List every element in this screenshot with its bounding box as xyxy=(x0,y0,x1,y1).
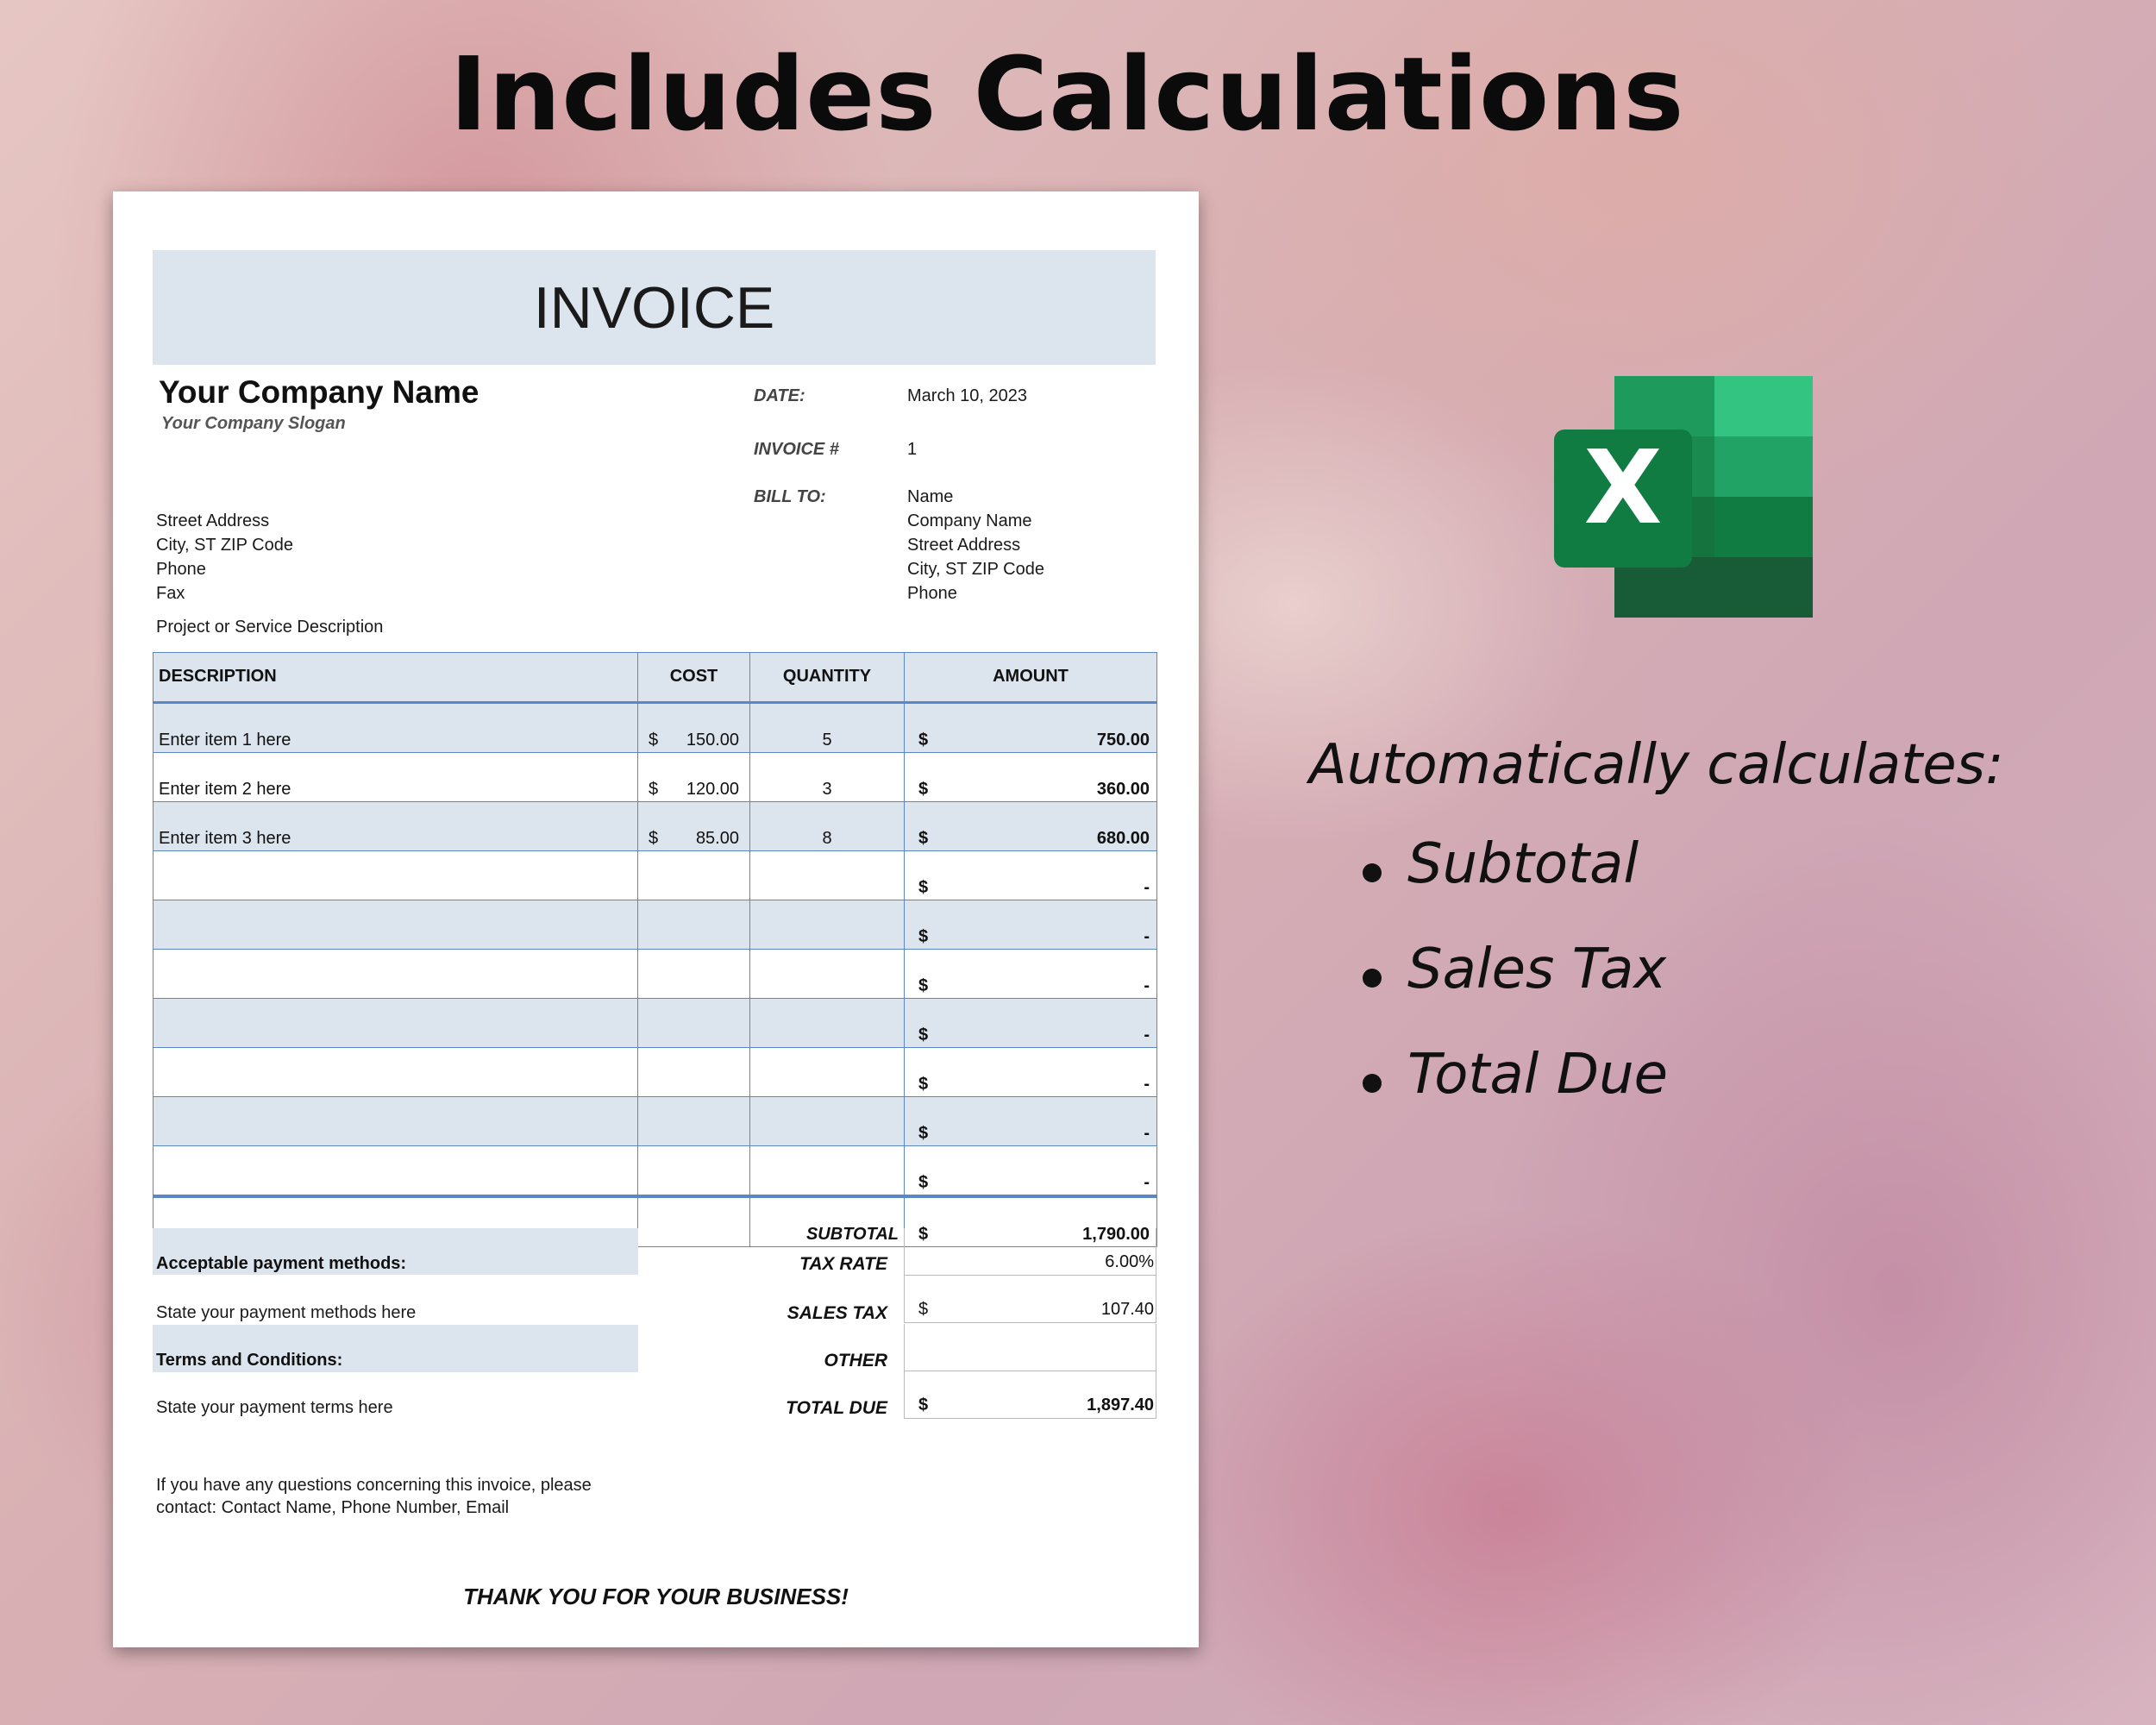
amount-value: 680.00 xyxy=(1096,829,1150,848)
item-cost[interactable] xyxy=(638,802,750,851)
cost-value: 85.00 xyxy=(695,829,739,848)
item-quantity[interactable] xyxy=(750,900,905,950)
subtotal-value: 1,790.00 xyxy=(1082,1225,1150,1244)
item-amount xyxy=(905,900,1157,950)
currency-sign: $ xyxy=(918,731,929,750)
item-amount xyxy=(905,1097,1157,1146)
item-quantity[interactable] xyxy=(750,950,905,999)
amount-value: - xyxy=(1144,1075,1150,1094)
company-slogan: Your Company Slogan xyxy=(161,414,346,433)
total-due-box xyxy=(904,1371,1156,1419)
contact-note xyxy=(156,1474,592,1519)
column-header-amount: AMOUNT xyxy=(905,653,1157,703)
item-cost[interactable] xyxy=(638,999,750,1048)
column-header-quantity: QUANTITY xyxy=(750,653,905,703)
item-quantity[interactable] xyxy=(750,1097,905,1146)
currency-sign: $ xyxy=(918,1300,929,1319)
bill-to-line: City, ST ZIP Code xyxy=(907,560,1044,579)
other-box[interactable] xyxy=(904,1324,1156,1371)
currency-sign: $ xyxy=(649,829,659,848)
table-row xyxy=(154,851,1157,900)
item-quantity[interactable] xyxy=(750,1146,905,1197)
project-description: Project or Service Description xyxy=(156,618,384,637)
amount-value: - xyxy=(1144,927,1150,946)
item-description[interactable] xyxy=(154,900,638,950)
currency-sign: $ xyxy=(918,780,929,799)
item-cost[interactable] xyxy=(638,950,750,999)
item-description[interactable] xyxy=(154,1097,638,1146)
item-amount xyxy=(905,1146,1157,1197)
headline: Includes Calculations xyxy=(449,34,1685,154)
currency-sign: $ xyxy=(918,1396,929,1414)
amount-value: - xyxy=(1144,878,1150,897)
line-items-table xyxy=(153,652,1157,1247)
feature-label: Sales Tax xyxy=(1407,938,1667,1001)
terms-label: Terms and Conditions: xyxy=(156,1351,343,1370)
item-cost[interactable] xyxy=(638,753,750,802)
table-row xyxy=(154,900,1157,950)
feature-item xyxy=(1363,938,1668,1043)
item-description[interactable]: Enter item 3 here xyxy=(154,802,638,851)
item-cost[interactable] xyxy=(638,1048,750,1097)
feature-label: Subtotal xyxy=(1407,832,1639,896)
item-description[interactable] xyxy=(154,950,638,999)
table-row xyxy=(154,1146,1157,1197)
empty-cell xyxy=(638,1196,750,1247)
subtotal-label: SUBTOTAL xyxy=(750,1196,905,1247)
column-header-cost: COST xyxy=(638,653,750,703)
thank-you-message: THANK YOU FOR YOUR BUSINESS! xyxy=(463,1584,849,1609)
currency-sign: $ xyxy=(918,829,929,848)
features-title: Automatically calculates: xyxy=(1309,733,2004,797)
table-row xyxy=(154,950,1157,999)
invoice-number-value: 1 xyxy=(907,440,918,459)
item-quantity[interactable]: 3 xyxy=(750,753,905,802)
contact-line: contact: Contact Name, Phone Number, Email xyxy=(156,1498,510,1517)
contact-line: If you have any questions concerning this invoice, please xyxy=(156,1476,592,1495)
item-amount xyxy=(905,999,1157,1048)
column-header-description: DESCRIPTION xyxy=(154,653,638,703)
item-cost[interactable] xyxy=(638,851,750,900)
item-quantity[interactable] xyxy=(750,999,905,1048)
item-cost[interactable] xyxy=(638,1097,750,1146)
amount-value: 750.00 xyxy=(1096,731,1150,750)
currency-sign: $ xyxy=(918,1026,929,1044)
company-address xyxy=(156,509,293,605)
feature-item xyxy=(1363,1043,1668,1148)
item-amount xyxy=(905,851,1157,900)
sales-tax-value: 107.40 xyxy=(1100,1300,1154,1319)
company-name: Your Company Name xyxy=(159,374,479,410)
currency-sign: $ xyxy=(918,927,929,946)
bill-to-line: Phone xyxy=(907,584,957,603)
item-amount xyxy=(905,802,1157,851)
payment-methods-label: Acceptable payment methods: xyxy=(156,1254,407,1273)
table-row xyxy=(154,703,1157,753)
currency-sign: $ xyxy=(918,1225,929,1244)
item-amount xyxy=(905,950,1157,999)
item-description[interactable] xyxy=(154,999,638,1048)
sales-tax-box xyxy=(904,1276,1156,1323)
currency-sign: $ xyxy=(918,1124,929,1143)
item-cost[interactable] xyxy=(638,900,750,950)
invoice-sheet xyxy=(113,191,1199,1647)
terms-text[interactable]: State your payment terms here xyxy=(156,1398,393,1417)
payment-methods-text[interactable]: State your payment methods here xyxy=(156,1303,417,1322)
amount-value: 360.00 xyxy=(1096,780,1150,799)
item-cost[interactable] xyxy=(638,1146,750,1197)
table-row xyxy=(154,999,1157,1048)
cost-value: 120.00 xyxy=(686,780,739,799)
total-due-value: 1,897.40 xyxy=(1087,1396,1154,1414)
currency-sign: $ xyxy=(649,731,659,750)
table-row xyxy=(154,1048,1157,1097)
currency-sign: $ xyxy=(918,976,929,995)
address-line: Street Address xyxy=(156,511,270,530)
tax-rate-box[interactable] xyxy=(904,1228,1156,1276)
item-amount xyxy=(905,753,1157,802)
invoice-title: INVOICE xyxy=(153,250,1156,365)
tax-rate-value: 6.00% xyxy=(1105,1252,1154,1271)
currency-sign: $ xyxy=(918,1173,929,1192)
item-quantity[interactable]: 5 xyxy=(750,703,905,753)
bullet-icon xyxy=(1363,969,1382,988)
date-value: March 10, 2023 xyxy=(907,386,1027,405)
sales-tax-label: SALES TAX xyxy=(787,1303,887,1323)
table-row xyxy=(154,1097,1157,1146)
table-row xyxy=(154,753,1157,802)
bullet-icon xyxy=(1363,863,1382,882)
feature-label: Total Due xyxy=(1407,1043,1668,1107)
amount-value: - xyxy=(1144,1026,1150,1044)
bill-to-address xyxy=(907,485,1044,605)
item-description[interactable]: Enter item 2 here xyxy=(154,753,638,802)
excel-letter: X xyxy=(1583,428,1663,547)
amount-value: - xyxy=(1144,976,1150,995)
bill-to-line: Name xyxy=(907,487,954,506)
cost-value: 150.00 xyxy=(686,731,739,750)
other-label: OTHER xyxy=(824,1351,887,1371)
features-list xyxy=(1363,832,1668,1148)
bill-to-label: BILL TO: xyxy=(754,487,826,506)
feature-item xyxy=(1363,832,1668,938)
amount-value: - xyxy=(1144,1124,1150,1143)
currency-sign: $ xyxy=(649,780,659,799)
table-header-row xyxy=(154,653,1157,703)
item-cost[interactable] xyxy=(638,703,750,753)
amount-value: - xyxy=(1144,1173,1150,1192)
item-quantity[interactable] xyxy=(750,1048,905,1097)
item-description[interactable] xyxy=(154,851,638,900)
address-line: City, ST ZIP Code xyxy=(156,536,293,555)
item-description[interactable] xyxy=(154,1146,638,1197)
item-quantity[interactable] xyxy=(750,851,905,900)
item-quantity[interactable]: 8 xyxy=(750,802,905,851)
invoice-number-label: INVOICE # xyxy=(754,440,839,459)
tax-rate-label: TAX RATE xyxy=(799,1254,887,1274)
item-description[interactable] xyxy=(154,1048,638,1097)
address-line: Fax xyxy=(156,584,185,603)
bullet-icon xyxy=(1363,1074,1382,1093)
date-label: DATE: xyxy=(754,386,805,405)
item-description[interactable]: Enter item 1 here xyxy=(154,703,638,753)
currency-sign: $ xyxy=(918,878,929,897)
item-amount xyxy=(905,1048,1157,1097)
address-line: Phone xyxy=(156,560,206,579)
table-row xyxy=(154,802,1157,851)
bill-to-line: Street Address xyxy=(907,536,1021,555)
microsoft-excel-icon xyxy=(1554,376,1813,618)
total-due-label: TOTAL DUE xyxy=(786,1398,887,1418)
currency-sign: $ xyxy=(918,1075,929,1094)
bill-to-line: Company Name xyxy=(907,511,1032,530)
item-amount xyxy=(905,703,1157,753)
